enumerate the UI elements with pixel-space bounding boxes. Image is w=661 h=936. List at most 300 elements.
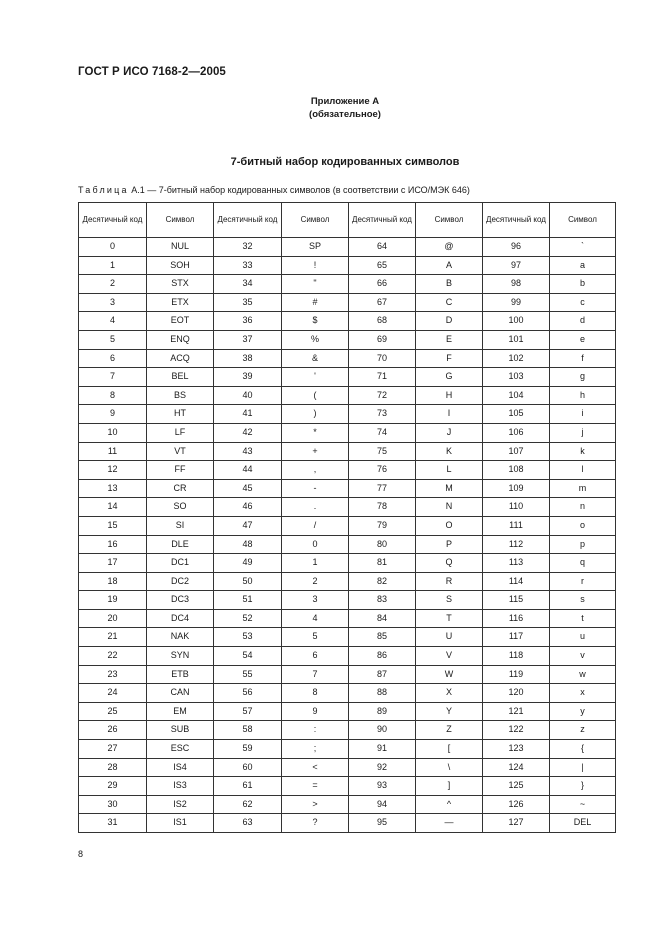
symbol-cell: / bbox=[282, 516, 349, 535]
symbol-cell: HT bbox=[147, 405, 214, 424]
header-decimal-code: Десятичный код bbox=[349, 203, 416, 238]
symbol-cell: & bbox=[282, 349, 349, 368]
symbol-cell: G bbox=[416, 368, 483, 387]
symbol-cell: D bbox=[416, 312, 483, 331]
symbol-cell: DC4 bbox=[147, 609, 214, 628]
symbol-cell: - bbox=[282, 479, 349, 498]
symbol-cell: FF bbox=[147, 461, 214, 480]
decimal-code-cell: 14 bbox=[79, 498, 147, 517]
decimal-code-cell: 27 bbox=[79, 740, 147, 759]
decimal-code-cell: 59 bbox=[214, 740, 282, 759]
decimal-code-cell: 44 bbox=[214, 461, 282, 480]
annex-title: Приложение А bbox=[310, 96, 380, 107]
symbol-cell: SOH bbox=[147, 256, 214, 275]
symbol-cell: n bbox=[550, 498, 616, 517]
symbol-cell: CAN bbox=[147, 684, 214, 703]
symbol-cell: g bbox=[550, 368, 616, 387]
decimal-code-cell: 29 bbox=[79, 777, 147, 796]
symbol-cell: IS3 bbox=[147, 777, 214, 796]
decimal-code-cell: 110 bbox=[483, 498, 550, 517]
table-row bbox=[79, 591, 616, 610]
decimal-code-cell: 91 bbox=[349, 740, 416, 759]
symbol-cell: | bbox=[550, 758, 616, 777]
symbol-cell: T bbox=[416, 609, 483, 628]
symbol-cell: x bbox=[550, 684, 616, 703]
decimal-code-cell: 81 bbox=[349, 554, 416, 573]
table-row bbox=[79, 702, 616, 721]
decimal-code-cell: 69 bbox=[349, 330, 416, 349]
decimal-code-cell: 112 bbox=[483, 535, 550, 554]
decimal-code-cell: 20 bbox=[79, 609, 147, 628]
symbol-cell: S bbox=[416, 591, 483, 610]
decimal-code-cell: 46 bbox=[214, 498, 282, 517]
symbol-cell: SUB bbox=[147, 721, 214, 740]
decimal-code-cell: 106 bbox=[483, 423, 550, 442]
table-row bbox=[79, 516, 616, 535]
decimal-code-cell: 95 bbox=[349, 814, 416, 833]
table-row bbox=[79, 572, 616, 591]
decimal-code-cell: 43 bbox=[214, 442, 282, 461]
decimal-code-cell: 103 bbox=[483, 368, 550, 387]
symbol-cell: L bbox=[416, 461, 483, 480]
decimal-code-cell: 76 bbox=[349, 461, 416, 480]
decimal-code-cell: 119 bbox=[483, 665, 550, 684]
decimal-code-cell: 3 bbox=[79, 293, 147, 312]
symbol-cell: l bbox=[550, 461, 616, 480]
symbol-cell: * bbox=[282, 423, 349, 442]
symbol-cell: m bbox=[550, 479, 616, 498]
symbol-cell: I bbox=[416, 405, 483, 424]
symbol-cell: 7 bbox=[282, 665, 349, 684]
decimal-code-cell: 86 bbox=[349, 647, 416, 666]
symbol-cell: W bbox=[416, 665, 483, 684]
decimal-code-cell: 28 bbox=[79, 758, 147, 777]
decimal-code-cell: 94 bbox=[349, 795, 416, 814]
symbol-cell: 1 bbox=[282, 554, 349, 573]
decimal-code-cell: 124 bbox=[483, 758, 550, 777]
table-row bbox=[79, 554, 616, 573]
symbol-cell: DC1 bbox=[147, 554, 214, 573]
decimal-code-cell: 9 bbox=[79, 405, 147, 424]
header-decimal-code: Десятичный код bbox=[214, 203, 282, 238]
decimal-code-cell: 96 bbox=[483, 238, 550, 257]
symbol-cell: 3 bbox=[282, 591, 349, 610]
table-row bbox=[79, 330, 616, 349]
symbol-cell: O bbox=[416, 516, 483, 535]
table-body bbox=[79, 238, 616, 833]
symbol-cell: 0 bbox=[282, 535, 349, 554]
symbol-cell: J bbox=[416, 423, 483, 442]
decimal-code-cell: 21 bbox=[79, 628, 147, 647]
decimal-code-cell: 12 bbox=[79, 461, 147, 480]
symbol-cell: CR bbox=[147, 479, 214, 498]
decimal-code-cell: 120 bbox=[483, 684, 550, 703]
table-row bbox=[79, 423, 616, 442]
table-row bbox=[79, 609, 616, 628]
symbol-cell: NUL bbox=[147, 238, 214, 257]
decimal-code-cell: 16 bbox=[79, 535, 147, 554]
decimal-code-cell: 50 bbox=[214, 572, 282, 591]
table-row bbox=[79, 293, 616, 312]
symbol-cell: VT bbox=[147, 442, 214, 461]
symbol-cell: R bbox=[416, 572, 483, 591]
symbol-cell: Y bbox=[416, 702, 483, 721]
symbol-cell: \ bbox=[416, 758, 483, 777]
symbol-cell: SYN bbox=[147, 647, 214, 666]
decimal-code-cell: 77 bbox=[349, 479, 416, 498]
decimal-code-cell: 42 bbox=[214, 423, 282, 442]
decimal-code-cell: 125 bbox=[483, 777, 550, 796]
decimal-code-cell: 99 bbox=[483, 293, 550, 312]
decimal-code-cell: 66 bbox=[349, 275, 416, 294]
decimal-code-cell: 47 bbox=[214, 516, 282, 535]
symbol-cell: C bbox=[416, 293, 483, 312]
symbol-cell: H bbox=[416, 386, 483, 405]
page-title: 7-битный набор кодированных символов bbox=[230, 156, 460, 168]
table-row bbox=[79, 814, 616, 833]
decimal-code-cell: 107 bbox=[483, 442, 550, 461]
header-symbol: Символ bbox=[147, 203, 214, 238]
symbol-cell: 8 bbox=[282, 684, 349, 703]
symbol-cell: E bbox=[416, 330, 483, 349]
decimal-code-cell: 60 bbox=[214, 758, 282, 777]
symbol-cell: U bbox=[416, 628, 483, 647]
symbol-cell: b bbox=[550, 275, 616, 294]
decimal-code-cell: 30 bbox=[79, 795, 147, 814]
symbol-cell: ! bbox=[282, 256, 349, 275]
decimal-code-cell: 92 bbox=[349, 758, 416, 777]
decimal-code-cell: 123 bbox=[483, 740, 550, 759]
table-row bbox=[79, 684, 616, 703]
decimal-code-cell: 88 bbox=[349, 684, 416, 703]
symbol-cell: LF bbox=[147, 423, 214, 442]
symbol-cell: IS4 bbox=[147, 758, 214, 777]
decimal-code-cell: 71 bbox=[349, 368, 416, 387]
table-row bbox=[79, 758, 616, 777]
table-caption-text: А.1 — 7-битный набор кодированных символов (в соответствии с ИСО/МЭК 646) bbox=[128, 185, 470, 195]
table-row bbox=[79, 535, 616, 554]
symbol-cell: > bbox=[282, 795, 349, 814]
symbol-cell: , bbox=[282, 461, 349, 480]
symbol-cell: 2 bbox=[282, 572, 349, 591]
decimal-code-cell: 26 bbox=[79, 721, 147, 740]
decimal-code-cell: 57 bbox=[214, 702, 282, 721]
symbol-cell: NAK bbox=[147, 628, 214, 647]
table-row bbox=[79, 312, 616, 331]
decimal-code-cell: 115 bbox=[483, 591, 550, 610]
decimal-code-cell: 98 bbox=[483, 275, 550, 294]
decimal-code-cell: 23 bbox=[79, 665, 147, 684]
decimal-code-cell: 34 bbox=[214, 275, 282, 294]
header-symbol: Символ bbox=[282, 203, 349, 238]
header-symbol: Символ bbox=[550, 203, 616, 238]
symbol-cell: p bbox=[550, 535, 616, 554]
decimal-code-cell: 104 bbox=[483, 386, 550, 405]
symbol-cell: 5 bbox=[282, 628, 349, 647]
table-row bbox=[79, 275, 616, 294]
decimal-code-cell: 80 bbox=[349, 535, 416, 554]
table-row bbox=[79, 405, 616, 424]
symbol-cell: N bbox=[416, 498, 483, 517]
decimal-code-cell: 55 bbox=[214, 665, 282, 684]
table-row bbox=[79, 368, 616, 387]
decimal-code-cell: 102 bbox=[483, 349, 550, 368]
symbol-cell: v bbox=[550, 647, 616, 666]
symbol-cell: SP bbox=[282, 238, 349, 257]
decimal-code-cell: 33 bbox=[214, 256, 282, 275]
table-row bbox=[79, 386, 616, 405]
header-symbol: Символ bbox=[416, 203, 483, 238]
symbol-cell: P bbox=[416, 535, 483, 554]
symbol-cell: EM bbox=[147, 702, 214, 721]
decimal-code-cell: 37 bbox=[214, 330, 282, 349]
symbol-cell: } bbox=[550, 777, 616, 796]
symbol-cell: A bbox=[416, 256, 483, 275]
table-row bbox=[79, 665, 616, 684]
symbol-cell: q bbox=[550, 554, 616, 573]
symbol-cell: X bbox=[416, 684, 483, 703]
symbol-cell: ` bbox=[550, 238, 616, 257]
decimal-code-cell: 108 bbox=[483, 461, 550, 480]
table-row bbox=[79, 777, 616, 796]
decimal-code-cell: 38 bbox=[214, 349, 282, 368]
symbol-cell: DC2 bbox=[147, 572, 214, 591]
decimal-code-cell: 93 bbox=[349, 777, 416, 796]
symbol-cell: — bbox=[416, 814, 483, 833]
symbol-cell: j bbox=[550, 423, 616, 442]
annex-heading bbox=[0, 95, 661, 121]
decimal-code-cell: 79 bbox=[349, 516, 416, 535]
symbol-cell: ' bbox=[282, 368, 349, 387]
symbol-cell: " bbox=[282, 275, 349, 294]
decimal-code-cell: 78 bbox=[349, 498, 416, 517]
symbol-cell: y bbox=[550, 702, 616, 721]
decimal-code-cell: 41 bbox=[214, 405, 282, 424]
symbol-cell: DLE bbox=[147, 535, 214, 554]
decimal-code-cell: 53 bbox=[214, 628, 282, 647]
symbol-cell: o bbox=[550, 516, 616, 535]
symbol-cell: M bbox=[416, 479, 483, 498]
symbol-cell: z bbox=[550, 721, 616, 740]
table-row bbox=[79, 721, 616, 740]
decimal-code-cell: 90 bbox=[349, 721, 416, 740]
header-decimal-code: Десятичный код bbox=[79, 203, 147, 238]
symbol-cell: Q bbox=[416, 554, 483, 573]
symbol-cell: IS2 bbox=[147, 795, 214, 814]
symbol-cell: w bbox=[550, 665, 616, 684]
decimal-code-cell: 25 bbox=[79, 702, 147, 721]
symbol-cell: e bbox=[550, 330, 616, 349]
decimal-code-cell: 24 bbox=[79, 684, 147, 703]
decimal-code-cell: 89 bbox=[349, 702, 416, 721]
symbol-cell: { bbox=[550, 740, 616, 759]
decimal-code-cell: 2 bbox=[79, 275, 147, 294]
symbol-cell: h bbox=[550, 386, 616, 405]
table-row bbox=[79, 628, 616, 647]
decimal-code-cell: 18 bbox=[79, 572, 147, 591]
symbol-cell: a bbox=[550, 256, 616, 275]
decimal-code-cell: 85 bbox=[349, 628, 416, 647]
symbol-cell: k bbox=[550, 442, 616, 461]
decimal-code-cell: 62 bbox=[214, 795, 282, 814]
decimal-code-cell: 127 bbox=[483, 814, 550, 833]
table-row bbox=[79, 498, 616, 517]
symbol-cell: BEL bbox=[147, 368, 214, 387]
decimal-code-cell: 54 bbox=[214, 647, 282, 666]
decimal-code-cell: 100 bbox=[483, 312, 550, 331]
decimal-code-cell: 51 bbox=[214, 591, 282, 610]
decimal-code-cell: 82 bbox=[349, 572, 416, 591]
decimal-code-cell: 67 bbox=[349, 293, 416, 312]
symbol-cell: f bbox=[550, 349, 616, 368]
decimal-code-cell: 10 bbox=[79, 423, 147, 442]
decimal-code-cell: 15 bbox=[79, 516, 147, 535]
decimal-code-cell: 68 bbox=[349, 312, 416, 331]
decimal-code-cell: 5 bbox=[79, 330, 147, 349]
symbol-cell: r bbox=[550, 572, 616, 591]
page-number: 8 bbox=[78, 849, 84, 859]
decimal-code-cell: 75 bbox=[349, 442, 416, 461]
decimal-code-cell: 74 bbox=[349, 423, 416, 442]
decimal-code-cell: 0 bbox=[79, 238, 147, 257]
symbol-cell: V bbox=[416, 647, 483, 666]
decimal-code-cell: 114 bbox=[483, 572, 550, 591]
symbol-cell: d bbox=[550, 312, 616, 331]
header-decimal-code: Десятичный код bbox=[483, 203, 550, 238]
symbol-cell: @ bbox=[416, 238, 483, 257]
symbol-cell: ( bbox=[282, 386, 349, 405]
symbol-cell: 9 bbox=[282, 702, 349, 721]
table-caption bbox=[78, 185, 470, 195]
table-row bbox=[79, 479, 616, 498]
symbol-cell: ~ bbox=[550, 795, 616, 814]
symbol-cell: $ bbox=[282, 312, 349, 331]
decimal-code-cell: 58 bbox=[214, 721, 282, 740]
character-table bbox=[78, 202, 616, 833]
symbol-cell: [ bbox=[416, 740, 483, 759]
symbol-cell: SO bbox=[147, 498, 214, 517]
decimal-code-cell: 11 bbox=[79, 442, 147, 461]
symbol-cell: ; bbox=[282, 740, 349, 759]
symbol-cell: ETB bbox=[147, 665, 214, 684]
decimal-code-cell: 64 bbox=[349, 238, 416, 257]
decimal-code-cell: 73 bbox=[349, 405, 416, 424]
decimal-code-cell: 35 bbox=[214, 293, 282, 312]
decimal-code-cell: 122 bbox=[483, 721, 550, 740]
symbol-cell: c bbox=[550, 293, 616, 312]
symbol-cell: BS bbox=[147, 386, 214, 405]
symbol-cell: ACQ bbox=[147, 349, 214, 368]
decimal-code-cell: 4 bbox=[79, 312, 147, 331]
annex-subtitle: (обязательное) bbox=[309, 109, 381, 120]
decimal-code-cell: 45 bbox=[214, 479, 282, 498]
symbol-cell: 4 bbox=[282, 609, 349, 628]
decimal-code-cell: 116 bbox=[483, 609, 550, 628]
decimal-code-cell: 40 bbox=[214, 386, 282, 405]
decimal-code-cell: 97 bbox=[483, 256, 550, 275]
decimal-code-cell: 70 bbox=[349, 349, 416, 368]
decimal-code-cell: 113 bbox=[483, 554, 550, 573]
symbol-cell: t bbox=[550, 609, 616, 628]
table-caption-prefix: Таблица bbox=[78, 185, 129, 195]
decimal-code-cell: 63 bbox=[214, 814, 282, 833]
table-header-row bbox=[79, 203, 616, 238]
decimal-code-cell: 8 bbox=[79, 386, 147, 405]
decimal-code-cell: 117 bbox=[483, 628, 550, 647]
table-row bbox=[79, 442, 616, 461]
symbol-cell: < bbox=[282, 758, 349, 777]
symbol-cell: ^ bbox=[416, 795, 483, 814]
decimal-code-cell: 32 bbox=[214, 238, 282, 257]
decimal-code-cell: 31 bbox=[79, 814, 147, 833]
decimal-code-cell: 52 bbox=[214, 609, 282, 628]
symbol-cell: F bbox=[416, 349, 483, 368]
symbol-cell: ) bbox=[282, 405, 349, 424]
symbol-cell: IS1 bbox=[147, 814, 214, 833]
decimal-code-cell: 19 bbox=[79, 591, 147, 610]
decimal-code-cell: 39 bbox=[214, 368, 282, 387]
symbol-cell: # bbox=[282, 293, 349, 312]
decimal-code-cell: 7 bbox=[79, 368, 147, 387]
symbol-cell: ENQ bbox=[147, 330, 214, 349]
decimal-code-cell: 72 bbox=[349, 386, 416, 405]
symbol-cell: i bbox=[550, 405, 616, 424]
symbol-cell: . bbox=[282, 498, 349, 517]
decimal-code-cell: 126 bbox=[483, 795, 550, 814]
decimal-code-cell: 56 bbox=[214, 684, 282, 703]
table-row bbox=[79, 238, 616, 257]
decimal-code-cell: 65 bbox=[349, 256, 416, 275]
table-row bbox=[79, 256, 616, 275]
decimal-code-cell: 84 bbox=[349, 609, 416, 628]
symbol-cell: DC3 bbox=[147, 591, 214, 610]
symbol-cell: STX bbox=[147, 275, 214, 294]
table-row bbox=[79, 740, 616, 759]
symbol-cell: = bbox=[282, 777, 349, 796]
symbol-cell: s bbox=[550, 591, 616, 610]
symbol-cell: ETX bbox=[147, 293, 214, 312]
symbol-cell: 6 bbox=[282, 647, 349, 666]
symbol-cell: + bbox=[282, 442, 349, 461]
symbol-cell: Z bbox=[416, 721, 483, 740]
table-row bbox=[79, 795, 616, 814]
symbol-cell: ? bbox=[282, 814, 349, 833]
decimal-code-cell: 48 bbox=[214, 535, 282, 554]
symbol-cell: EOT bbox=[147, 312, 214, 331]
symbol-cell: K bbox=[416, 442, 483, 461]
symbol-cell: DEL bbox=[550, 814, 616, 833]
table-row bbox=[79, 461, 616, 480]
decimal-code-cell: 111 bbox=[483, 516, 550, 535]
decimal-code-cell: 13 bbox=[79, 479, 147, 498]
decimal-code-cell: 49 bbox=[214, 554, 282, 573]
table-row bbox=[79, 349, 616, 368]
decimal-code-cell: 22 bbox=[79, 647, 147, 666]
symbol-cell: SI bbox=[147, 516, 214, 535]
symbol-cell: % bbox=[282, 330, 349, 349]
decimal-code-cell: 36 bbox=[214, 312, 282, 331]
decimal-code-cell: 105 bbox=[483, 405, 550, 424]
symbol-cell: B bbox=[416, 275, 483, 294]
symbol-cell: ] bbox=[416, 777, 483, 796]
decimal-code-cell: 61 bbox=[214, 777, 282, 796]
decimal-code-cell: 121 bbox=[483, 702, 550, 721]
symbol-cell: u bbox=[550, 628, 616, 647]
symbol-cell: : bbox=[282, 721, 349, 740]
decimal-code-cell: 6 bbox=[79, 349, 147, 368]
decimal-code-cell: 83 bbox=[349, 591, 416, 610]
decimal-code-cell: 1 bbox=[79, 256, 147, 275]
